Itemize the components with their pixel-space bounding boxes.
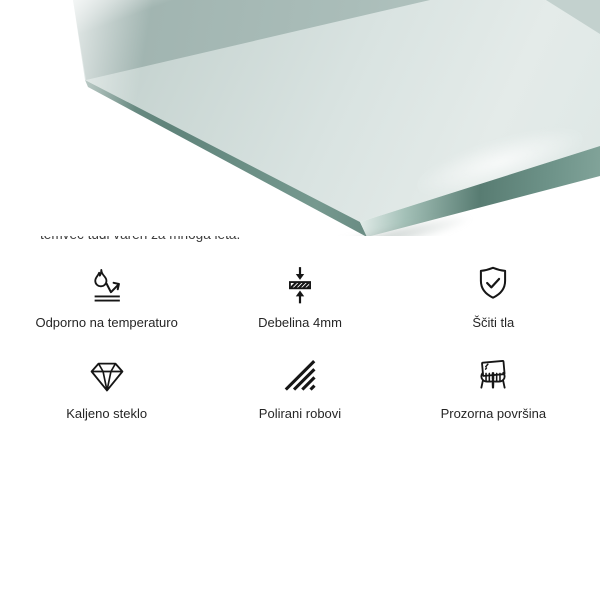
photo-left-blur-fade	[0, 0, 600, 236]
thickness-4mm-icon	[277, 259, 323, 307]
feature-transparent-surface	[397, 350, 590, 421]
feature-label: Polirani robovi	[258, 406, 342, 421]
feature-temperature-resistant	[10, 259, 203, 330]
feature-thickness-4mm	[203, 259, 396, 330]
feature-label: Debelina 4mm	[258, 315, 342, 330]
hands-holding-glass-icon	[470, 350, 516, 398]
features-grid	[10, 259, 590, 421]
feature-label: Ščiti tla	[472, 315, 515, 330]
feature-protects-floor	[397, 259, 590, 330]
feature-label: Kaljeno steklo	[66, 406, 148, 421]
feature-polished-edges	[203, 350, 396, 421]
shield-check-icon	[470, 259, 516, 307]
polished-edges-icon	[277, 350, 323, 398]
feature-tempered-glass	[10, 350, 203, 421]
diamond-icon	[84, 350, 130, 398]
product-photo-glass-panel	[0, 0, 600, 236]
feature-label: Odporno na temperaturo	[35, 315, 178, 330]
feature-label: Prozorna površina	[440, 406, 547, 421]
temperature-resistant-icon	[84, 259, 130, 307]
